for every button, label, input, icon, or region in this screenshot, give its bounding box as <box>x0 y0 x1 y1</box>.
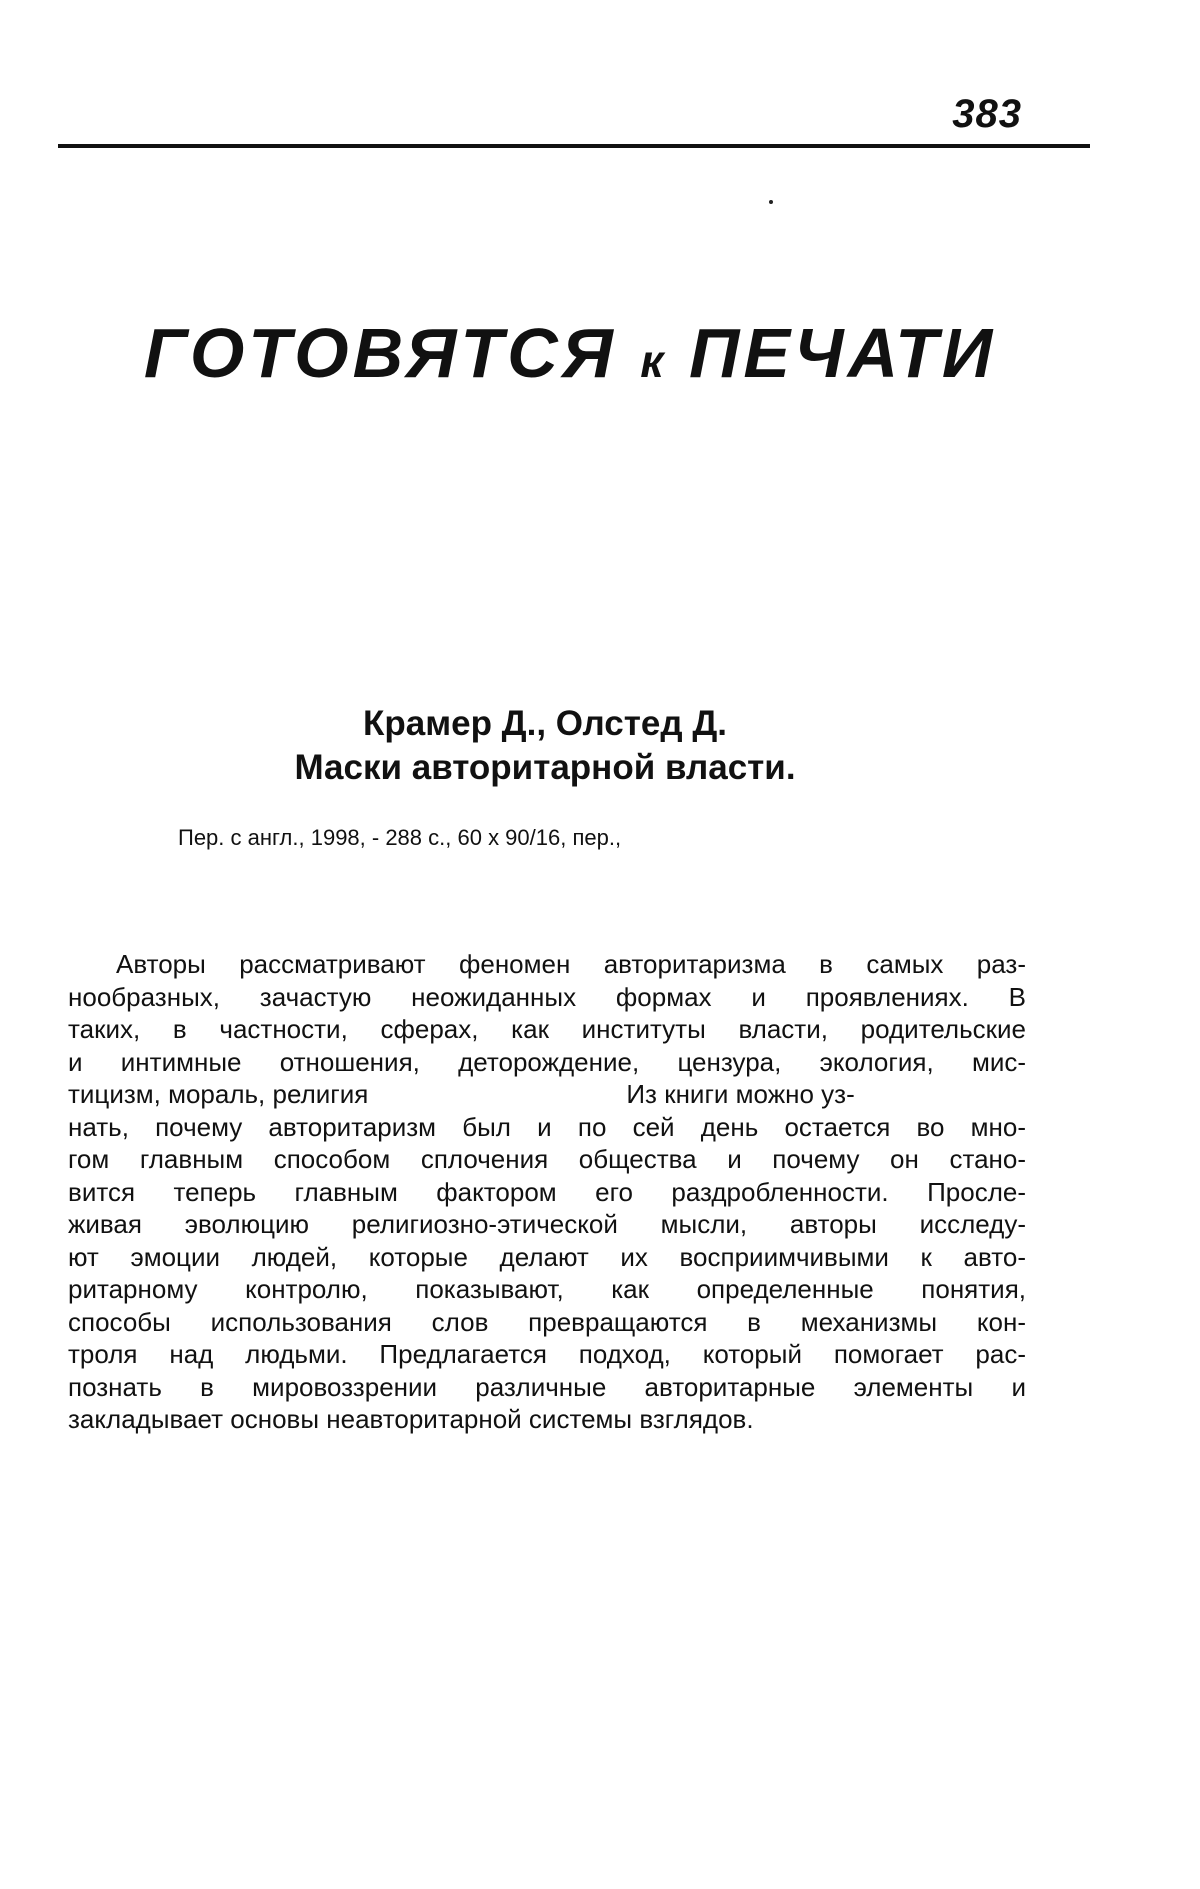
description-line: Авторы рассматривают феномен авторитаризма в самых раз- <box>116 949 1026 979</box>
book-description <box>68 948 1026 1436</box>
book-details: Пер. с англ., 1998, - 288 с., 60 х 90/16, пер., <box>178 825 622 850</box>
description-line: способы использования слов превращаются в механизмы кон- <box>68 1306 1026 1337</box>
section-title-part1: ГОТОВЯТСЯ <box>143 314 617 392</box>
description-line: ют эмоции людей, которые делают их восприимчивыми к авто- <box>68 1241 1026 1272</box>
description-line-part: тицизм, мораль, религия <box>68 1079 369 1109</box>
description-line: таких, в частности, сферах, как институты власти, родительские <box>68 1014 1026 1044</box>
description-line: закладывает основы неавторитарной системы взглядов. <box>68 1404 754 1434</box>
description-line: и интимные отношения, деторождение, цензура, экология, мис- <box>68 1046 1026 1077</box>
page-number: 383 <box>952 92 1022 136</box>
section-title-part3: ПЕЧАТИ <box>689 314 997 392</box>
description-line: живая эволюцию религиозно-этической мысли, авторы исследу- <box>68 1209 1026 1239</box>
description-line: гом главным способом сплочения общества и почему он стано- <box>68 1144 1026 1174</box>
description-line: ритарному контролю, показывают, как определенные понятия, <box>68 1274 1026 1304</box>
description-line: нообразных, зачастую неожиданных формах и проявлениях. В <box>68 981 1026 1012</box>
description-line-part: Из книги можно уз- <box>626 1079 855 1109</box>
book-title: Маски авторитарной власти. <box>294 748 796 787</box>
stray-dot <box>769 200 773 204</box>
description-line: нать, почему авторитаризм был и по сей день остается во мно- <box>68 1111 1026 1142</box>
header-rule <box>58 144 1090 148</box>
description-line: троля над людьми. Предлагается подход, который помогает рас- <box>68 1339 1026 1369</box>
section-title <box>100 314 1040 392</box>
book-authors: Крамер Д., Олстед Д. <box>363 704 727 743</box>
description-line-split <box>68 1078 1026 1111</box>
section-title-part2: к <box>640 335 666 387</box>
description-line: познать в мировоззрении различные авторитарные элементы и <box>68 1371 1026 1402</box>
description-line: вится теперь главным фактором его раздробленности. Просле- <box>68 1176 1026 1207</box>
